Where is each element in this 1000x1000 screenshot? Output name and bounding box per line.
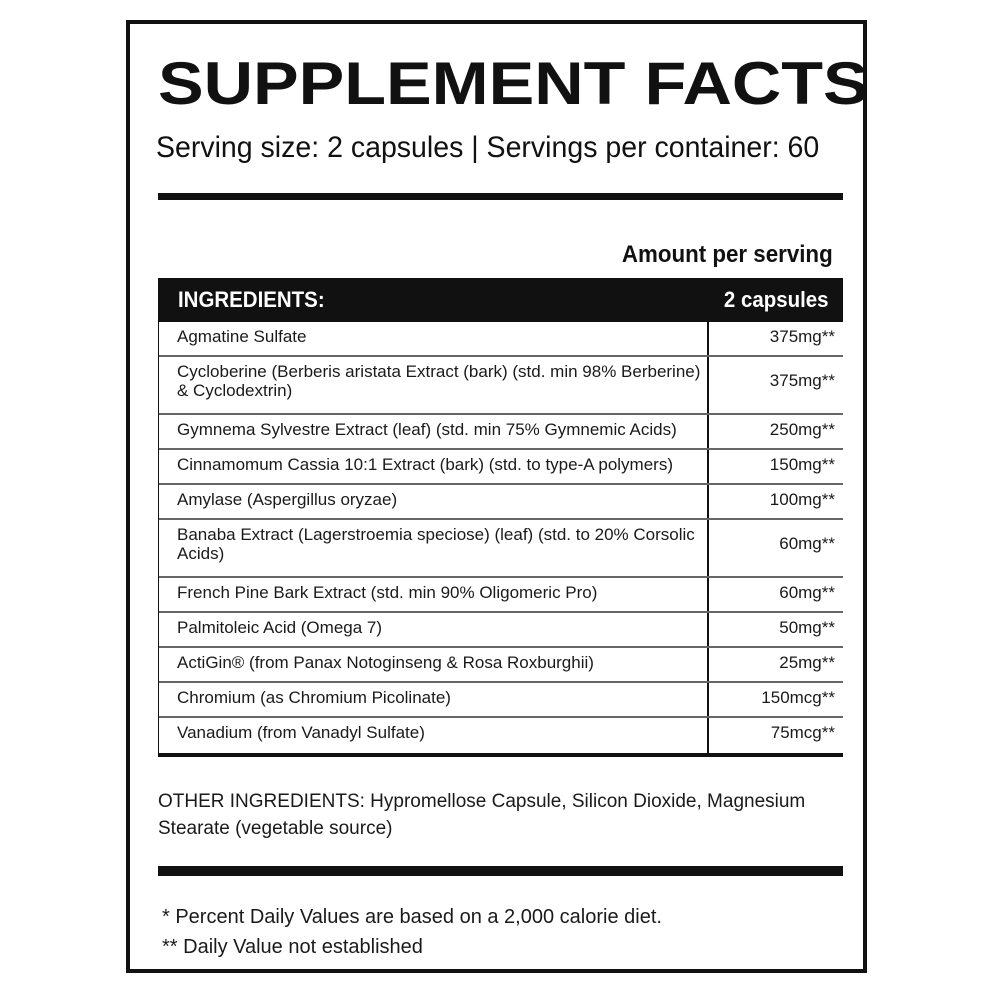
footnote-daily-values: * Percent Daily Values are based on a 2,000 calorie diet.	[162, 906, 662, 928]
table-row	[159, 578, 843, 613]
other-ingredients: OTHER INGREDIENTS: Hypromellose Capsule, Silicon Dioxide, Magnesium Stearate (vegetable source)	[158, 791, 806, 839]
table-row	[159, 485, 843, 520]
ingredient-name: Cycloberine (Berberis aristata Extract (bark) (std. min 98% Berberine) & Cyclodextrin)	[159, 357, 709, 413]
ingredients-table	[158, 278, 843, 757]
ingredient-name: Gymnema Sylvestre Extract (leaf) (std. min 75% Gymnemic Acids)	[159, 415, 709, 448]
panel-title: SUPPLEMENT FACTS	[158, 50, 869, 117]
table-row	[159, 718, 843, 753]
ingredient-amount: 60mg**	[779, 583, 835, 602]
ingredient-name: Banaba Extract (Lagerstroemia speciose) (leaf) (std. to 20% Corsolic Acids)	[159, 520, 709, 576]
ingredient-name: ActiGin® (from Panax Notoginseng & Rosa Roxburghii)	[159, 648, 709, 681]
table-row	[159, 322, 843, 357]
table-row	[159, 357, 843, 415]
table-row	[159, 450, 843, 485]
divider-top	[158, 193, 843, 200]
supplement-facts-panel	[126, 20, 867, 973]
ingredient-amount: 50mg**	[779, 618, 835, 637]
amount-per-serving-heading: Amount per serving	[622, 241, 833, 268]
footnotes	[162, 902, 662, 962]
table-row	[159, 683, 843, 718]
ingredient-name: Palmitoleic Acid (Omega 7)	[159, 613, 709, 646]
footnote-not-established: ** Daily Value not established	[162, 936, 423, 958]
table-header	[158, 278, 843, 322]
ingredient-name: Chromium (as Chromium Picolinate)	[159, 683, 709, 716]
ingredient-amount: 375mg**	[769, 371, 835, 390]
table-body	[158, 322, 843, 757]
serving-info: Serving size: 2 capsules | Servings per container: 60	[156, 131, 820, 164]
ingredient-amount: 75mcg**	[770, 723, 835, 742]
ingredient-name: Amylase (Aspergillus oryzae)	[159, 485, 709, 518]
divider-bottom	[158, 866, 843, 876]
ingredient-name: Cinnamomum Cassia 10:1 Extract (bark) (std. to type-A polymers)	[159, 450, 709, 483]
ingredient-amount: 100mg**	[769, 490, 835, 509]
ingredient-name: Agmatine Sulfate	[159, 322, 709, 355]
ingredient-amount: 250mg**	[769, 420, 835, 439]
serving-amount-header: 2 capsules	[724, 287, 829, 312]
table-row	[159, 613, 843, 648]
ingredient-amount: 375mg**	[769, 327, 835, 346]
ingredient-amount: 150mg**	[769, 455, 835, 474]
ingredient-amount: 25mg**	[779, 653, 835, 672]
ingredient-name: Vanadium (from Vanadyl Sulfate)	[159, 718, 709, 753]
ingredients-header: INGREDIENTS:	[178, 287, 325, 312]
table-row	[159, 520, 843, 578]
table-row	[159, 648, 843, 683]
table-row	[159, 415, 843, 450]
ingredient-name: French Pine Bark Extract (std. min 90% Oligomeric Pro)	[159, 578, 709, 611]
ingredient-amount: 60mg**	[779, 534, 835, 553]
ingredient-amount: 150mcg**	[761, 688, 835, 707]
